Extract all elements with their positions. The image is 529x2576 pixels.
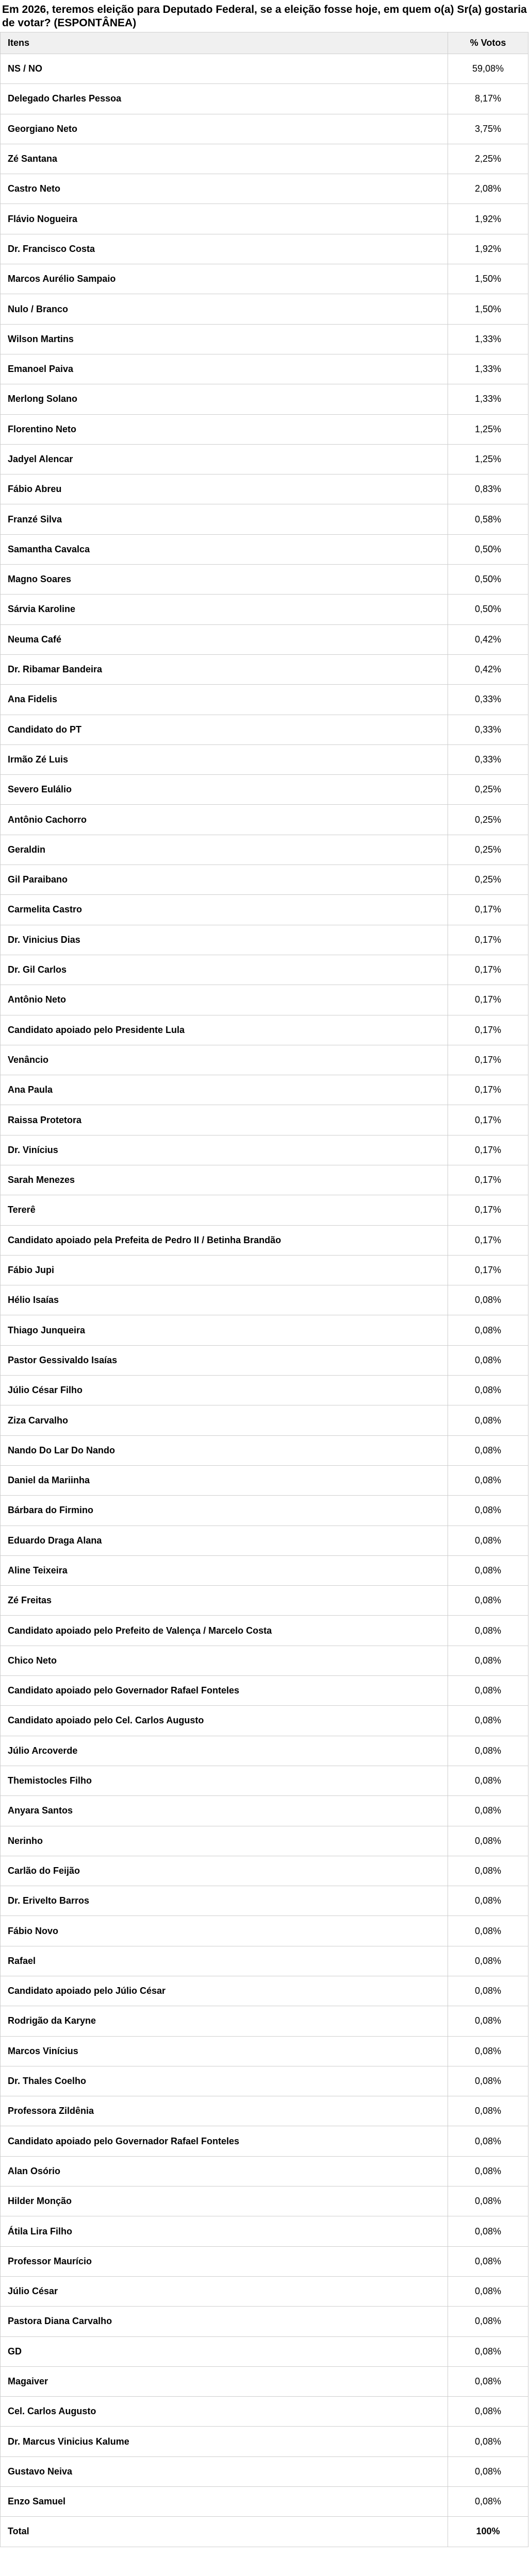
item-name-cell: Enzo Samuel xyxy=(1,2487,448,2517)
vote-percent-cell: 0,08% xyxy=(448,2307,528,2336)
vote-percent-cell: 0,17% xyxy=(448,1195,528,1225)
vote-percent-cell: 0,08% xyxy=(448,1345,528,1375)
table-body xyxy=(1,54,528,2547)
table-row xyxy=(1,1376,528,1405)
vote-percent-cell: 0,08% xyxy=(448,2427,528,2456)
table-row xyxy=(1,54,528,84)
vote-percent-cell: 0,08% xyxy=(448,2456,528,2486)
item-name-cell: Flávio Nogueira xyxy=(1,204,448,234)
table-row xyxy=(1,685,528,715)
item-name-cell: Candidato apoiado pela Prefeita de Pedro II / Betinha Brandão xyxy=(1,1225,448,1255)
item-name-cell: Cel. Carlos Augusto xyxy=(1,2397,448,2427)
item-name-cell: Júlio Arcoverde xyxy=(1,1736,448,1766)
table-row xyxy=(1,2036,528,2066)
table-row xyxy=(1,565,528,595)
table-row xyxy=(1,84,528,114)
table-row xyxy=(1,1856,528,1886)
vote-percent-cell: 3,75% xyxy=(448,114,528,144)
item-name-cell: Fábio Jupi xyxy=(1,1255,448,1285)
vote-percent-cell: 0,08% xyxy=(448,1916,528,1946)
total-label: Total xyxy=(1,2517,448,2547)
vote-percent-cell: 0,33% xyxy=(448,744,528,774)
table-row xyxy=(1,1135,528,1165)
item-name-cell: Ziza Carvalho xyxy=(1,1405,448,1435)
vote-percent-cell: 1,92% xyxy=(448,204,528,234)
table-row xyxy=(1,354,528,384)
vote-percent-cell: 0,17% xyxy=(448,985,528,1015)
item-name-cell: Rafael xyxy=(1,1946,448,1976)
table-row xyxy=(1,805,528,835)
table-row xyxy=(1,955,528,985)
item-name-cell: Eduardo Draga Alana xyxy=(1,1526,448,1555)
item-name-cell: Thiago Junqueira xyxy=(1,1315,448,1345)
item-name-cell: Candidato do PT xyxy=(1,715,448,744)
item-name-cell: Dr. Erivelto Barros xyxy=(1,1886,448,1916)
vote-percent-cell: 0,08% xyxy=(448,2156,528,2186)
vote-percent-cell: 2,25% xyxy=(448,144,528,174)
vote-percent-cell: 1,33% xyxy=(448,324,528,354)
item-name-cell: Antônio Cachorro xyxy=(1,805,448,835)
item-name-cell: Bárbara do Firmino xyxy=(1,1496,448,1526)
table-row xyxy=(1,1465,528,1495)
table-row xyxy=(1,1405,528,1435)
table-row xyxy=(1,114,528,144)
table-row xyxy=(1,1796,528,1826)
item-name-cell: Nando Do Lar Do Nando xyxy=(1,1435,448,1465)
vote-percent-cell: 0,17% xyxy=(448,1045,528,1075)
vote-percent-cell: 0,42% xyxy=(448,654,528,684)
table-row xyxy=(1,2216,528,2246)
vote-percent-cell: 0,50% xyxy=(448,595,528,624)
item-name-cell: Candidato apoiado pelo Governador Rafael Fonteles xyxy=(1,2126,448,2156)
vote-percent-cell: 0,08% xyxy=(448,2187,528,2216)
vote-percent-cell: 59,08% xyxy=(448,54,528,84)
vote-percent-cell: 0,08% xyxy=(448,1856,528,1886)
item-name-cell: Aline Teixeira xyxy=(1,1555,448,1585)
vote-percent-cell: 2,08% xyxy=(448,174,528,204)
table-row xyxy=(1,925,528,955)
vote-percent-cell: 0,08% xyxy=(448,2336,528,2366)
table-row xyxy=(1,144,528,174)
vote-percent-cell: 0,17% xyxy=(448,955,528,985)
vote-percent-cell: 0,08% xyxy=(448,2216,528,2246)
item-name-cell: Candidato apoiado pelo Prefeito de Valença / Marcelo Costa xyxy=(1,1616,448,1646)
table-row xyxy=(1,1706,528,1736)
vote-percent-cell: 0,08% xyxy=(448,1405,528,1435)
item-name-cell: Severo Eulálio xyxy=(1,775,448,805)
vote-percent-cell: 0,08% xyxy=(448,1676,528,1706)
vote-percent-cell: 0,08% xyxy=(448,1976,528,2006)
vote-percent-cell: 0,08% xyxy=(448,1826,528,1856)
item-name-cell: Franzé Silva xyxy=(1,504,448,534)
table-row xyxy=(1,835,528,865)
total-value: 100% xyxy=(448,2517,528,2547)
item-name-cell: Marcos Vinícius xyxy=(1,2036,448,2066)
vote-percent-cell: 0,08% xyxy=(448,2126,528,2156)
vote-percent-cell: 1,92% xyxy=(448,234,528,264)
item-name-cell: Antônio Neto xyxy=(1,985,448,1015)
item-name-cell: Dr. Gil Carlos xyxy=(1,955,448,985)
vote-percent-cell: 0,08% xyxy=(448,1646,528,1675)
table-row xyxy=(1,2366,528,2396)
table-row xyxy=(1,384,528,414)
table-row xyxy=(1,1496,528,1526)
table-row xyxy=(1,1826,528,1856)
vote-percent-cell: 0,08% xyxy=(448,2366,528,2396)
item-name-cell: Fábio Abreu xyxy=(1,474,448,504)
item-name-cell: Geraldin xyxy=(1,835,448,865)
vote-percent-cell: 0,08% xyxy=(448,1736,528,1766)
vote-percent-cell: 0,25% xyxy=(448,805,528,835)
item-name-cell: Gustavo Neiva xyxy=(1,2456,448,2486)
results-table xyxy=(0,32,528,2547)
vote-percent-cell: 0,25% xyxy=(448,775,528,805)
table-row xyxy=(1,2156,528,2186)
table-row xyxy=(1,2397,528,2427)
item-name-cell: Júlio César xyxy=(1,2276,448,2306)
vote-percent-cell: 0,50% xyxy=(448,565,528,595)
vote-percent-cell: 1,50% xyxy=(448,264,528,294)
table-row xyxy=(1,2276,528,2306)
vote-percent-cell: 0,17% xyxy=(448,1135,528,1165)
item-name-cell: Tererê xyxy=(1,1195,448,1225)
item-name-cell: Jadyel Alencar xyxy=(1,444,448,474)
table-row xyxy=(1,1946,528,1976)
item-name-cell: Irmão Zé Luis xyxy=(1,744,448,774)
item-name-cell: Hélio Isaías xyxy=(1,1285,448,1315)
table-row xyxy=(1,1435,528,1465)
item-name-cell: Dr. Vinicius Dias xyxy=(1,925,448,955)
table-row xyxy=(1,1916,528,1946)
table-row xyxy=(1,534,528,564)
table-row xyxy=(1,474,528,504)
table-row xyxy=(1,1766,528,1795)
item-name-cell: Professor Maurício xyxy=(1,2246,448,2276)
vote-percent-cell: 0,08% xyxy=(448,1376,528,1405)
column-header-items: Itens xyxy=(1,32,448,54)
item-name-cell: Júlio César Filho xyxy=(1,1376,448,1405)
table-row xyxy=(1,1736,528,1766)
table-row xyxy=(1,414,528,444)
vote-percent-cell: 0,17% xyxy=(448,1255,528,1285)
table-row xyxy=(1,654,528,684)
table-row xyxy=(1,2246,528,2276)
item-name-cell: Gil Paraibano xyxy=(1,865,448,895)
item-name-cell: Dr. Vinícius xyxy=(1,1135,448,1165)
item-name-cell: Dr. Marcus Vinicius Kalume xyxy=(1,2427,448,2456)
item-name-cell: Rodrigão da Karyne xyxy=(1,2006,448,2036)
table-row xyxy=(1,1045,528,1075)
item-name-cell: Pastor Gessivaldo Isaías xyxy=(1,1345,448,1375)
table-row xyxy=(1,324,528,354)
table-row xyxy=(1,985,528,1015)
table-row xyxy=(1,715,528,744)
item-name-cell: Raissa Protetora xyxy=(1,1105,448,1135)
table-row xyxy=(1,204,528,234)
table-row xyxy=(1,624,528,654)
item-name-cell: Nulo / Branco xyxy=(1,294,448,324)
item-name-cell: Venâncio xyxy=(1,1045,448,1075)
vote-percent-cell: 0,08% xyxy=(448,2397,528,2427)
vote-percent-cell: 1,25% xyxy=(448,444,528,474)
vote-percent-cell: 0,17% xyxy=(448,1165,528,1195)
table-row xyxy=(1,1526,528,1555)
vote-percent-cell: 0,08% xyxy=(448,2246,528,2276)
item-name-cell: Alan Osório xyxy=(1,2156,448,2186)
vote-percent-cell: 0,17% xyxy=(448,1225,528,1255)
table-row xyxy=(1,1586,528,1616)
table-row xyxy=(1,2066,528,2096)
item-name-cell: Castro Neto xyxy=(1,174,448,204)
total-row xyxy=(1,2517,528,2547)
vote-percent-cell: 0,83% xyxy=(448,474,528,504)
item-name-cell: Merlong Solano xyxy=(1,384,448,414)
table-row xyxy=(1,595,528,624)
vote-percent-cell: 0,08% xyxy=(448,2036,528,2066)
item-name-cell: Marcos Aurélio Sampaio xyxy=(1,264,448,294)
table-row xyxy=(1,1285,528,1315)
table-row xyxy=(1,1075,528,1105)
table-row xyxy=(1,1345,528,1375)
vote-percent-cell: 0,17% xyxy=(448,895,528,925)
vote-percent-cell: 0,17% xyxy=(448,1105,528,1135)
item-name-cell: Georgiano Neto xyxy=(1,114,448,144)
vote-percent-cell: 0,25% xyxy=(448,835,528,865)
vote-percent-cell: 0,17% xyxy=(448,1075,528,1105)
vote-percent-cell: 0,33% xyxy=(448,715,528,744)
vote-percent-cell: 0,50% xyxy=(448,534,528,564)
table-row xyxy=(1,2456,528,2486)
item-name-cell: Samantha Cavalca xyxy=(1,534,448,564)
table-row xyxy=(1,1255,528,1285)
table-row xyxy=(1,444,528,474)
vote-percent-cell: 0,08% xyxy=(448,1555,528,1585)
vote-percent-cell: 1,33% xyxy=(448,384,528,414)
item-name-cell: Emanoel Paiva xyxy=(1,354,448,384)
vote-percent-cell: 0,08% xyxy=(448,1526,528,1555)
vote-percent-cell: 0,08% xyxy=(448,1435,528,1465)
table-row xyxy=(1,2006,528,2036)
table-row xyxy=(1,2187,528,2216)
item-name-cell: Sárvia Karoline xyxy=(1,595,448,624)
item-name-cell: Candidato apoiado pelo Presidente Lula xyxy=(1,1015,448,1045)
table-row xyxy=(1,1555,528,1585)
vote-percent-cell: 0,08% xyxy=(448,1946,528,1976)
vote-percent-cell: 0,08% xyxy=(448,1766,528,1795)
table-row xyxy=(1,1165,528,1195)
table-row xyxy=(1,2427,528,2456)
vote-percent-cell: 0,25% xyxy=(448,865,528,895)
item-name-cell: Magaiver xyxy=(1,2366,448,2396)
column-header-votes: % Votos xyxy=(448,32,528,54)
table-row xyxy=(1,1015,528,1045)
table-row xyxy=(1,504,528,534)
table-row xyxy=(1,865,528,895)
item-name-cell: Daniel da Mariinha xyxy=(1,1465,448,1495)
vote-percent-cell: 0,08% xyxy=(448,2487,528,2517)
item-name-cell: Fábio Novo xyxy=(1,1916,448,1946)
table-row xyxy=(1,1195,528,1225)
item-name-cell: Professora Zildênia xyxy=(1,2096,448,2126)
item-name-cell: Hilder Monção xyxy=(1,2187,448,2216)
table-row xyxy=(1,1616,528,1646)
item-name-cell: Sarah Menezes xyxy=(1,1165,448,1195)
item-name-cell: Candidato apoiado pelo Governador Rafael Fonteles xyxy=(1,1676,448,1706)
table-row xyxy=(1,775,528,805)
vote-percent-cell: 1,25% xyxy=(448,414,528,444)
item-name-cell: Florentino Neto xyxy=(1,414,448,444)
vote-percent-cell: 0,08% xyxy=(448,1496,528,1526)
vote-percent-cell: 0,08% xyxy=(448,2096,528,2126)
table-row xyxy=(1,2126,528,2156)
item-name-cell: Dr. Ribamar Bandeira xyxy=(1,654,448,684)
vote-percent-cell: 0,08% xyxy=(448,1586,528,1616)
table-row xyxy=(1,294,528,324)
item-name-cell: Themistocles Filho xyxy=(1,1766,448,1795)
vote-percent-cell: 0,08% xyxy=(448,2066,528,2096)
table-row xyxy=(1,895,528,925)
table-row xyxy=(1,1225,528,1255)
vote-percent-cell: 0,08% xyxy=(448,1886,528,1916)
vote-percent-cell: 0,58% xyxy=(448,504,528,534)
table-row xyxy=(1,174,528,204)
vote-percent-cell: 0,17% xyxy=(448,925,528,955)
vote-percent-cell: 0,08% xyxy=(448,1706,528,1736)
table-row xyxy=(1,1646,528,1675)
table-row xyxy=(1,2336,528,2366)
item-name-cell: Dr. Thales Coelho xyxy=(1,2066,448,2096)
vote-percent-cell: 1,50% xyxy=(448,294,528,324)
item-name-cell: Carlão do Feijão xyxy=(1,1856,448,1886)
item-name-cell: Wilson Martins xyxy=(1,324,448,354)
table-row xyxy=(1,2307,528,2336)
item-name-cell: Neuma Café xyxy=(1,624,448,654)
vote-percent-cell: 0,33% xyxy=(448,685,528,715)
item-name-cell: GD xyxy=(1,2336,448,2366)
vote-percent-cell: 0,08% xyxy=(448,2276,528,2306)
item-name-cell: Nerinho xyxy=(1,1826,448,1856)
item-name-cell: Pastora Diana Carvalho xyxy=(1,2307,448,2336)
table-row xyxy=(1,744,528,774)
vote-percent-cell: 0,42% xyxy=(448,624,528,654)
table-row xyxy=(1,1976,528,2006)
vote-percent-cell: 0,08% xyxy=(448,1796,528,1826)
table-row xyxy=(1,1105,528,1135)
page-title: Em 2026, teremos eleição para Deputado Federal, se a eleição fosse hoje, em quem o(a) Sr(a) gostaria de votar? (ESPONTÂNEA) xyxy=(2,4,527,29)
vote-percent-cell: 0,17% xyxy=(448,1015,528,1045)
vote-percent-cell: 0,08% xyxy=(448,1616,528,1646)
table-row xyxy=(1,2487,528,2517)
item-name-cell: NS / NO xyxy=(1,54,448,84)
item-name-cell: Carmelita Castro xyxy=(1,895,448,925)
table-row xyxy=(1,264,528,294)
table-header-row xyxy=(1,32,528,54)
item-name-cell: Zé Santana xyxy=(1,144,448,174)
table-row xyxy=(1,234,528,264)
table-row xyxy=(1,2096,528,2126)
item-name-cell: Candidato apoiado pelo Júlio César xyxy=(1,1976,448,2006)
item-name-cell: Chico Neto xyxy=(1,1646,448,1675)
item-name-cell: Zé Freitas xyxy=(1,1586,448,1616)
vote-percent-cell: 0,08% xyxy=(448,1285,528,1315)
table-row xyxy=(1,1886,528,1916)
table-row xyxy=(1,1315,528,1345)
item-name-cell: Candidato apoiado pelo Cel. Carlos Augusto xyxy=(1,1706,448,1736)
table-row xyxy=(1,1676,528,1706)
item-name-cell: Átila Lira Filho xyxy=(1,2216,448,2246)
vote-percent-cell: 0,08% xyxy=(448,1315,528,1345)
vote-percent-cell: 0,08% xyxy=(448,2006,528,2036)
item-name-cell: Magno Soares xyxy=(1,565,448,595)
vote-percent-cell: 1,33% xyxy=(448,354,528,384)
vote-percent-cell: 8,17% xyxy=(448,84,528,114)
item-name-cell: Anyara Santos xyxy=(1,1796,448,1826)
vote-percent-cell: 0,08% xyxy=(448,1465,528,1495)
item-name-cell: Ana Fidelis xyxy=(1,685,448,715)
item-name-cell: Delegado Charles Pessoa xyxy=(1,84,448,114)
item-name-cell: Dr. Francisco Costa xyxy=(1,234,448,264)
item-name-cell: Ana Paula xyxy=(1,1075,448,1105)
